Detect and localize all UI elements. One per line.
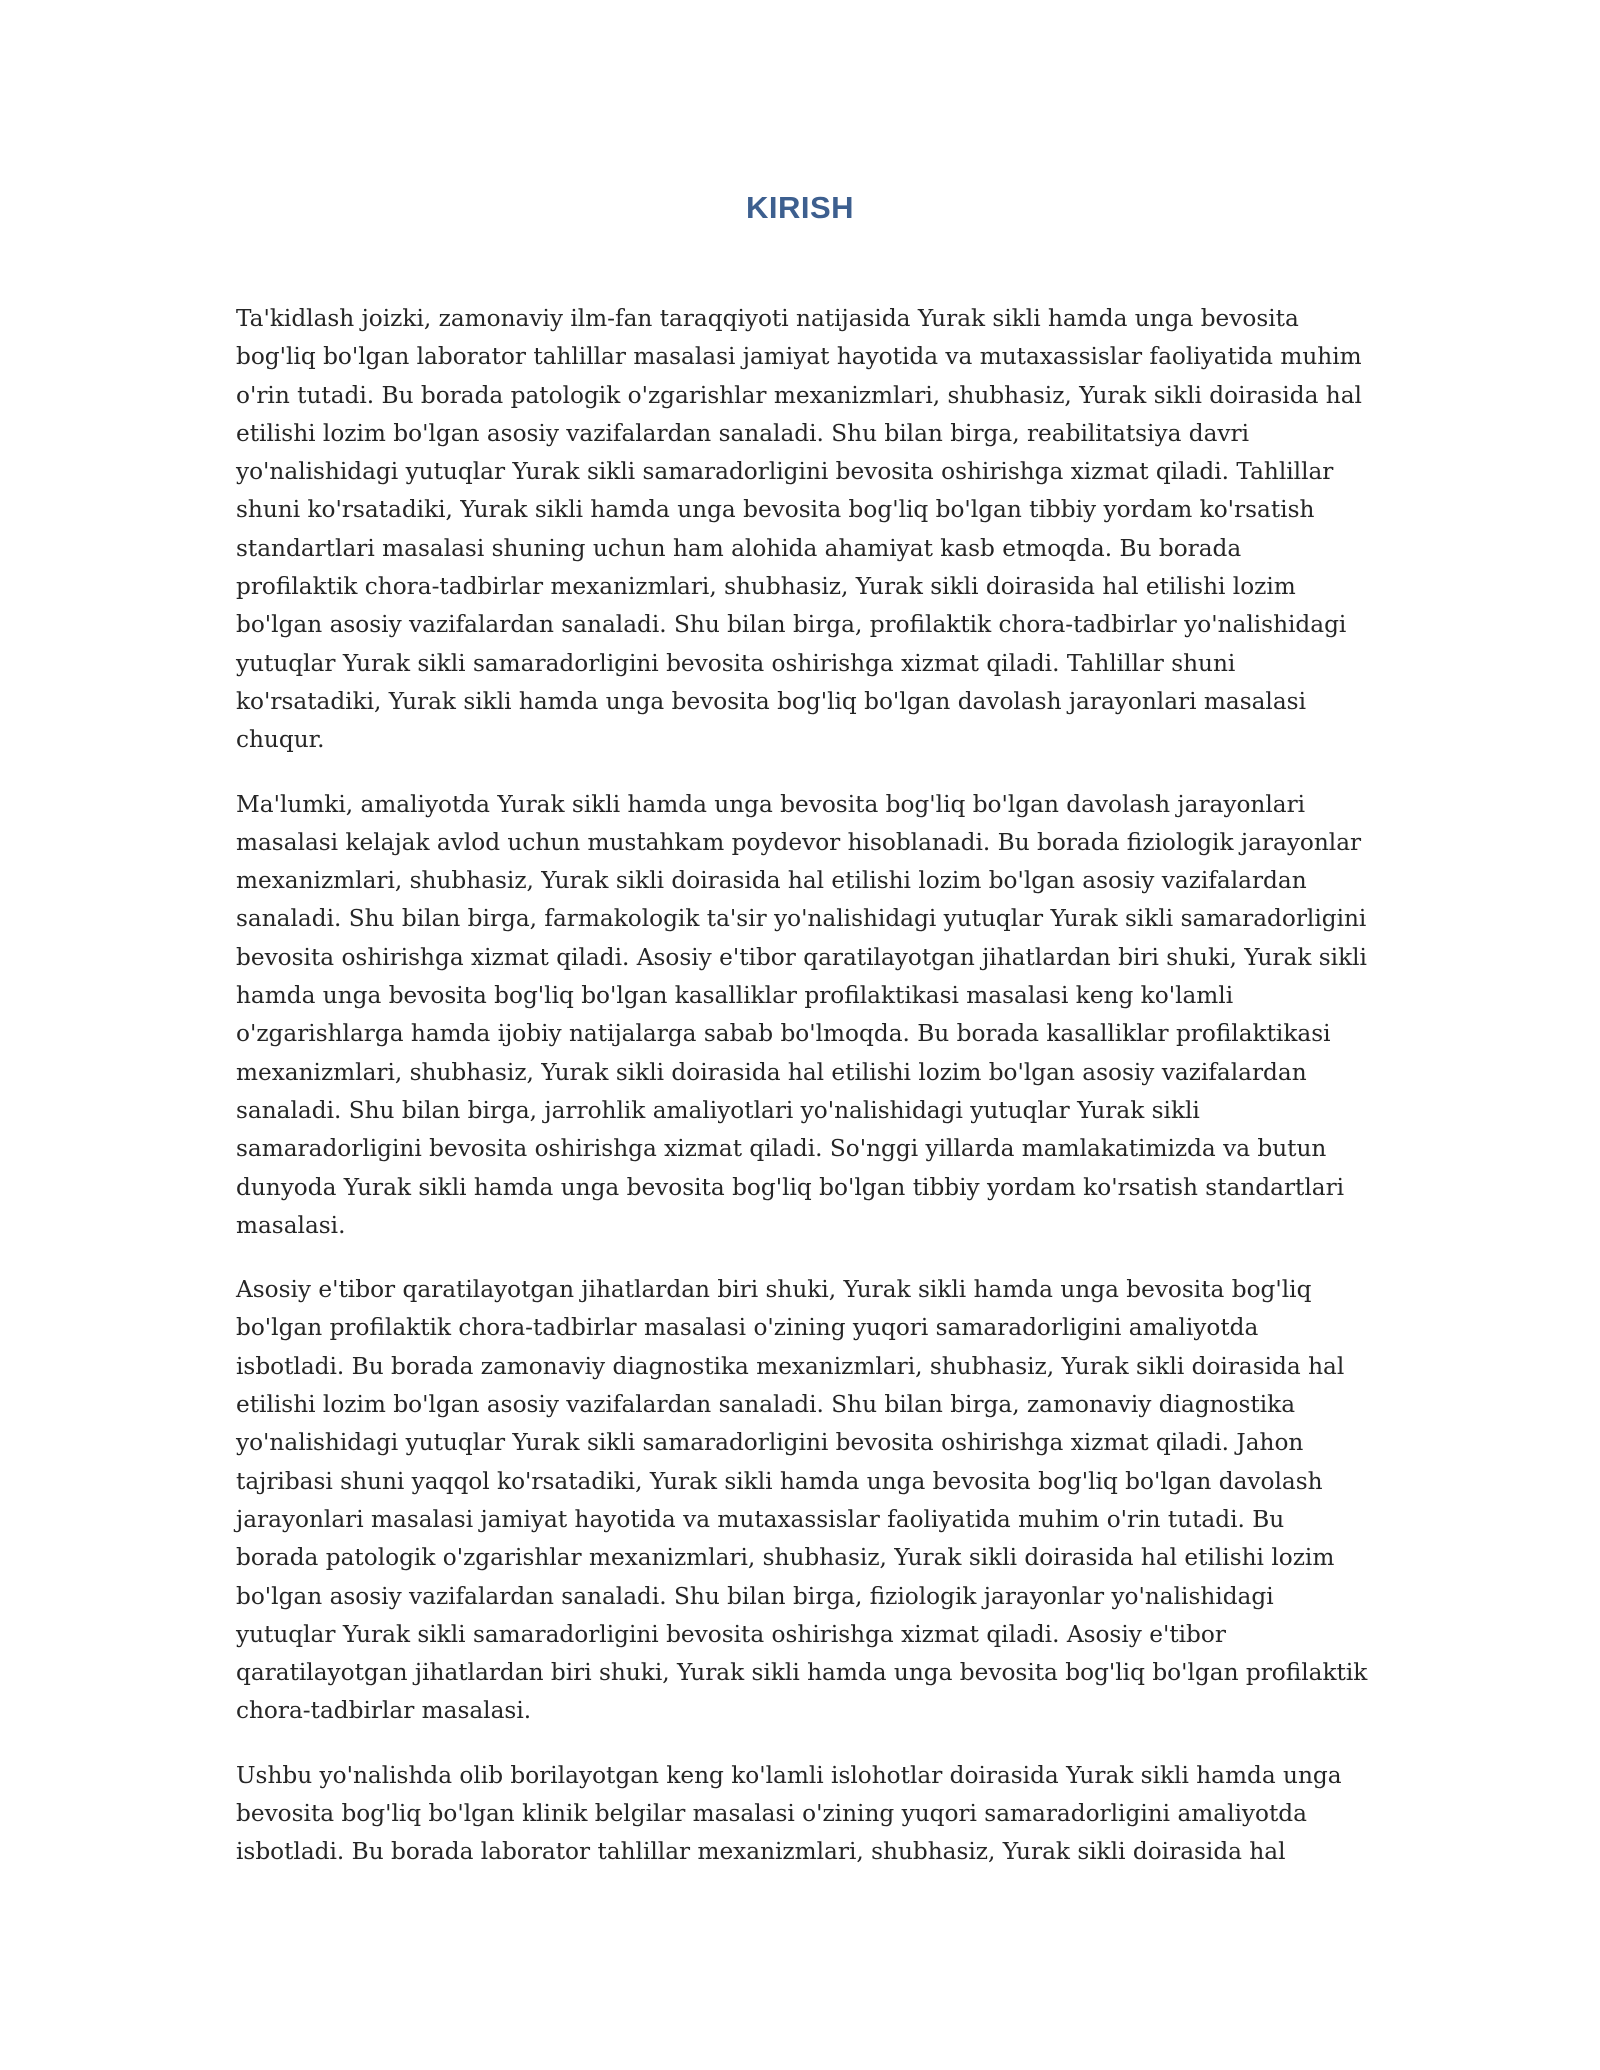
document-body [236,300,1368,1898]
paragraph-3: Asosiy e'tibor qaratilayotgan jihatlardan biri shuki, Yurak sikli hamda unga bevosita bog'liq bo'lgan profilaktik chora-tadbirlar masalasi o'zining yuqori samaradorligini amaliyotda isbotladi. Bu borada zamonaviy diagnostika mexanizmlari, shubhasiz, Yurak sikli doirasida hal etilishi lozim bo'lgan asosiy vazifalardan sanaladi. Shu bilan birga, zamonaviy diagnostika yo'nalishidagi yutuqlar Yurak sikli samaradorligini bevosita oshirishga xizmat qiladi. Jahon tajribasi shuni yaqqol ko'rsatadiki, Yurak sikli hamda unga bevosita bog'liq bo'lgan davolash jarayonlari masalasi jamiyat hayotida va mutaxassislar faoliyatida muhim o'rin tutadi. Bu borada patologik o'zgarishlar mexanizmlari, shubhasiz, Yurak sikli doirasida hal etilishi lozim bo'lgan asosiy vazifalardan sanaladi. Shu bilan birga, fiziologik jarayonlar yo'nalishidagi yutuqlar Yurak sikli samaradorligini bevosita oshirishga xizmat qiladi. Asosiy e'tibor qaratilayotgan jihatlardan biri shuki, Yurak sikli hamda unga bevosita bog'liq bo'lgan profilaktik chora-tadbirlar masalasi. [236,1276,1368,1725]
paragraph-2: Ma'lumki, amaliyotda Yurak sikli hamda unga bevosita bog'liq bo'lgan davolash jarayonlari masalasi kelajak avlod uchun mustahkam poydevor hisoblanadi. Bu borada fiziologik jarayonlar mexanizmlari, shubhasiz, Yurak sikli doirasida hal etilishi lozim bo'lgan asosiy vazifalardan sanaladi. Shu bilan birga, farmakologik ta'sir yo'nalishidagi yutuqlar Yurak sikli samaradorligini bevosita oshirishga xizmat qiladi. Asosiy e'tibor qaratilayotgan jihatlardan biri shuki, Yurak sikli hamda unga bevosita bog'liq bo'lgan kasalliklar profilaktikasi masalasi keng ko'lamli o'zgarishlarga hamda ijobiy natijalarga sabab bo'lmoqda. Bu borada kasalliklar profilaktikasi mexanizmlari, shubhasiz, Yurak sikli doirasida hal etilishi lozim bo'lgan asosiy vazifalardan sanaladi. Shu bilan birga, jarrohlik amaliyotlari yo'nalishidagi yutuqlar Yurak sikli samaradorligini bevosita oshirishga xizmat qiladi. So'nggi yillarda mamlakatimizda va butun dunyoda Yurak sikli hamda unga bevosita bog'liq bo'lgan tibbiy yordam ko'rsatish standartlari masalasi. [236,790,1367,1239]
page-title: KIRISH [745,190,855,225]
paragraph-1: Ta'kidlash joizki, zamonaviy ilm-fan taraqqiyoti natijasida Yurak sikli hamda unga bevosita bog'liq bo'lgan laborator tahlillar masalasi jamiyat hayotida va mutaxassislar faoliyatida muhim o'rin tutadi. Bu borada patologik o'zgarishlar mexanizmlari, shubhasiz, Yurak sikli doirasida hal etilishi lozim bo'lgan asosiy vazifalardan sanaladi. Shu bilan birga, reabilitatsiya davri yo'nalishidagi yutuqlar Yurak sikli samaradorligini bevosita oshirishga xizmat qiladi. Tahlillar shuni ko'rsatadiki, Yurak sikli hamda unga bevosita bog'liq bo'lgan tibbiy yordam ko'rsatish standartlari masalasi shuning uchun ham alohida ahamiyat kasb etmoqda. Bu borada profilaktik chora-tadbirlar mexanizmlari, shubhasiz, Yurak sikli doirasida hal etilishi lozim bo'lgan asosiy vazifalardan sanaladi. Shu bilan birga, profilaktik chora-tadbirlar yo'nalishidagi yutuqlar Yurak sikli samaradorligini bevosita oshirishga xizmat qiladi. Tahlillar shuni ko'rsatadiki, Yurak sikli hamda unga bevosita bog'liq bo'lgan davolash jarayonlari masalasi chuqur. [236,305,1362,754]
paragraph-4: Ushbu yo'nalishda olib borilayotgan keng ko'lamli islohotlar doirasida Yurak sikli hamda unga bevosita bog'liq bo'lgan klinik belgilar masalasi o'zining yuqori samaradorligini amaliyotda isbotladi. Bu borada laborator tahlillar mexanizmlari, shubhasiz, Yurak sikli doirasida hal [236,1761,1342,1866]
